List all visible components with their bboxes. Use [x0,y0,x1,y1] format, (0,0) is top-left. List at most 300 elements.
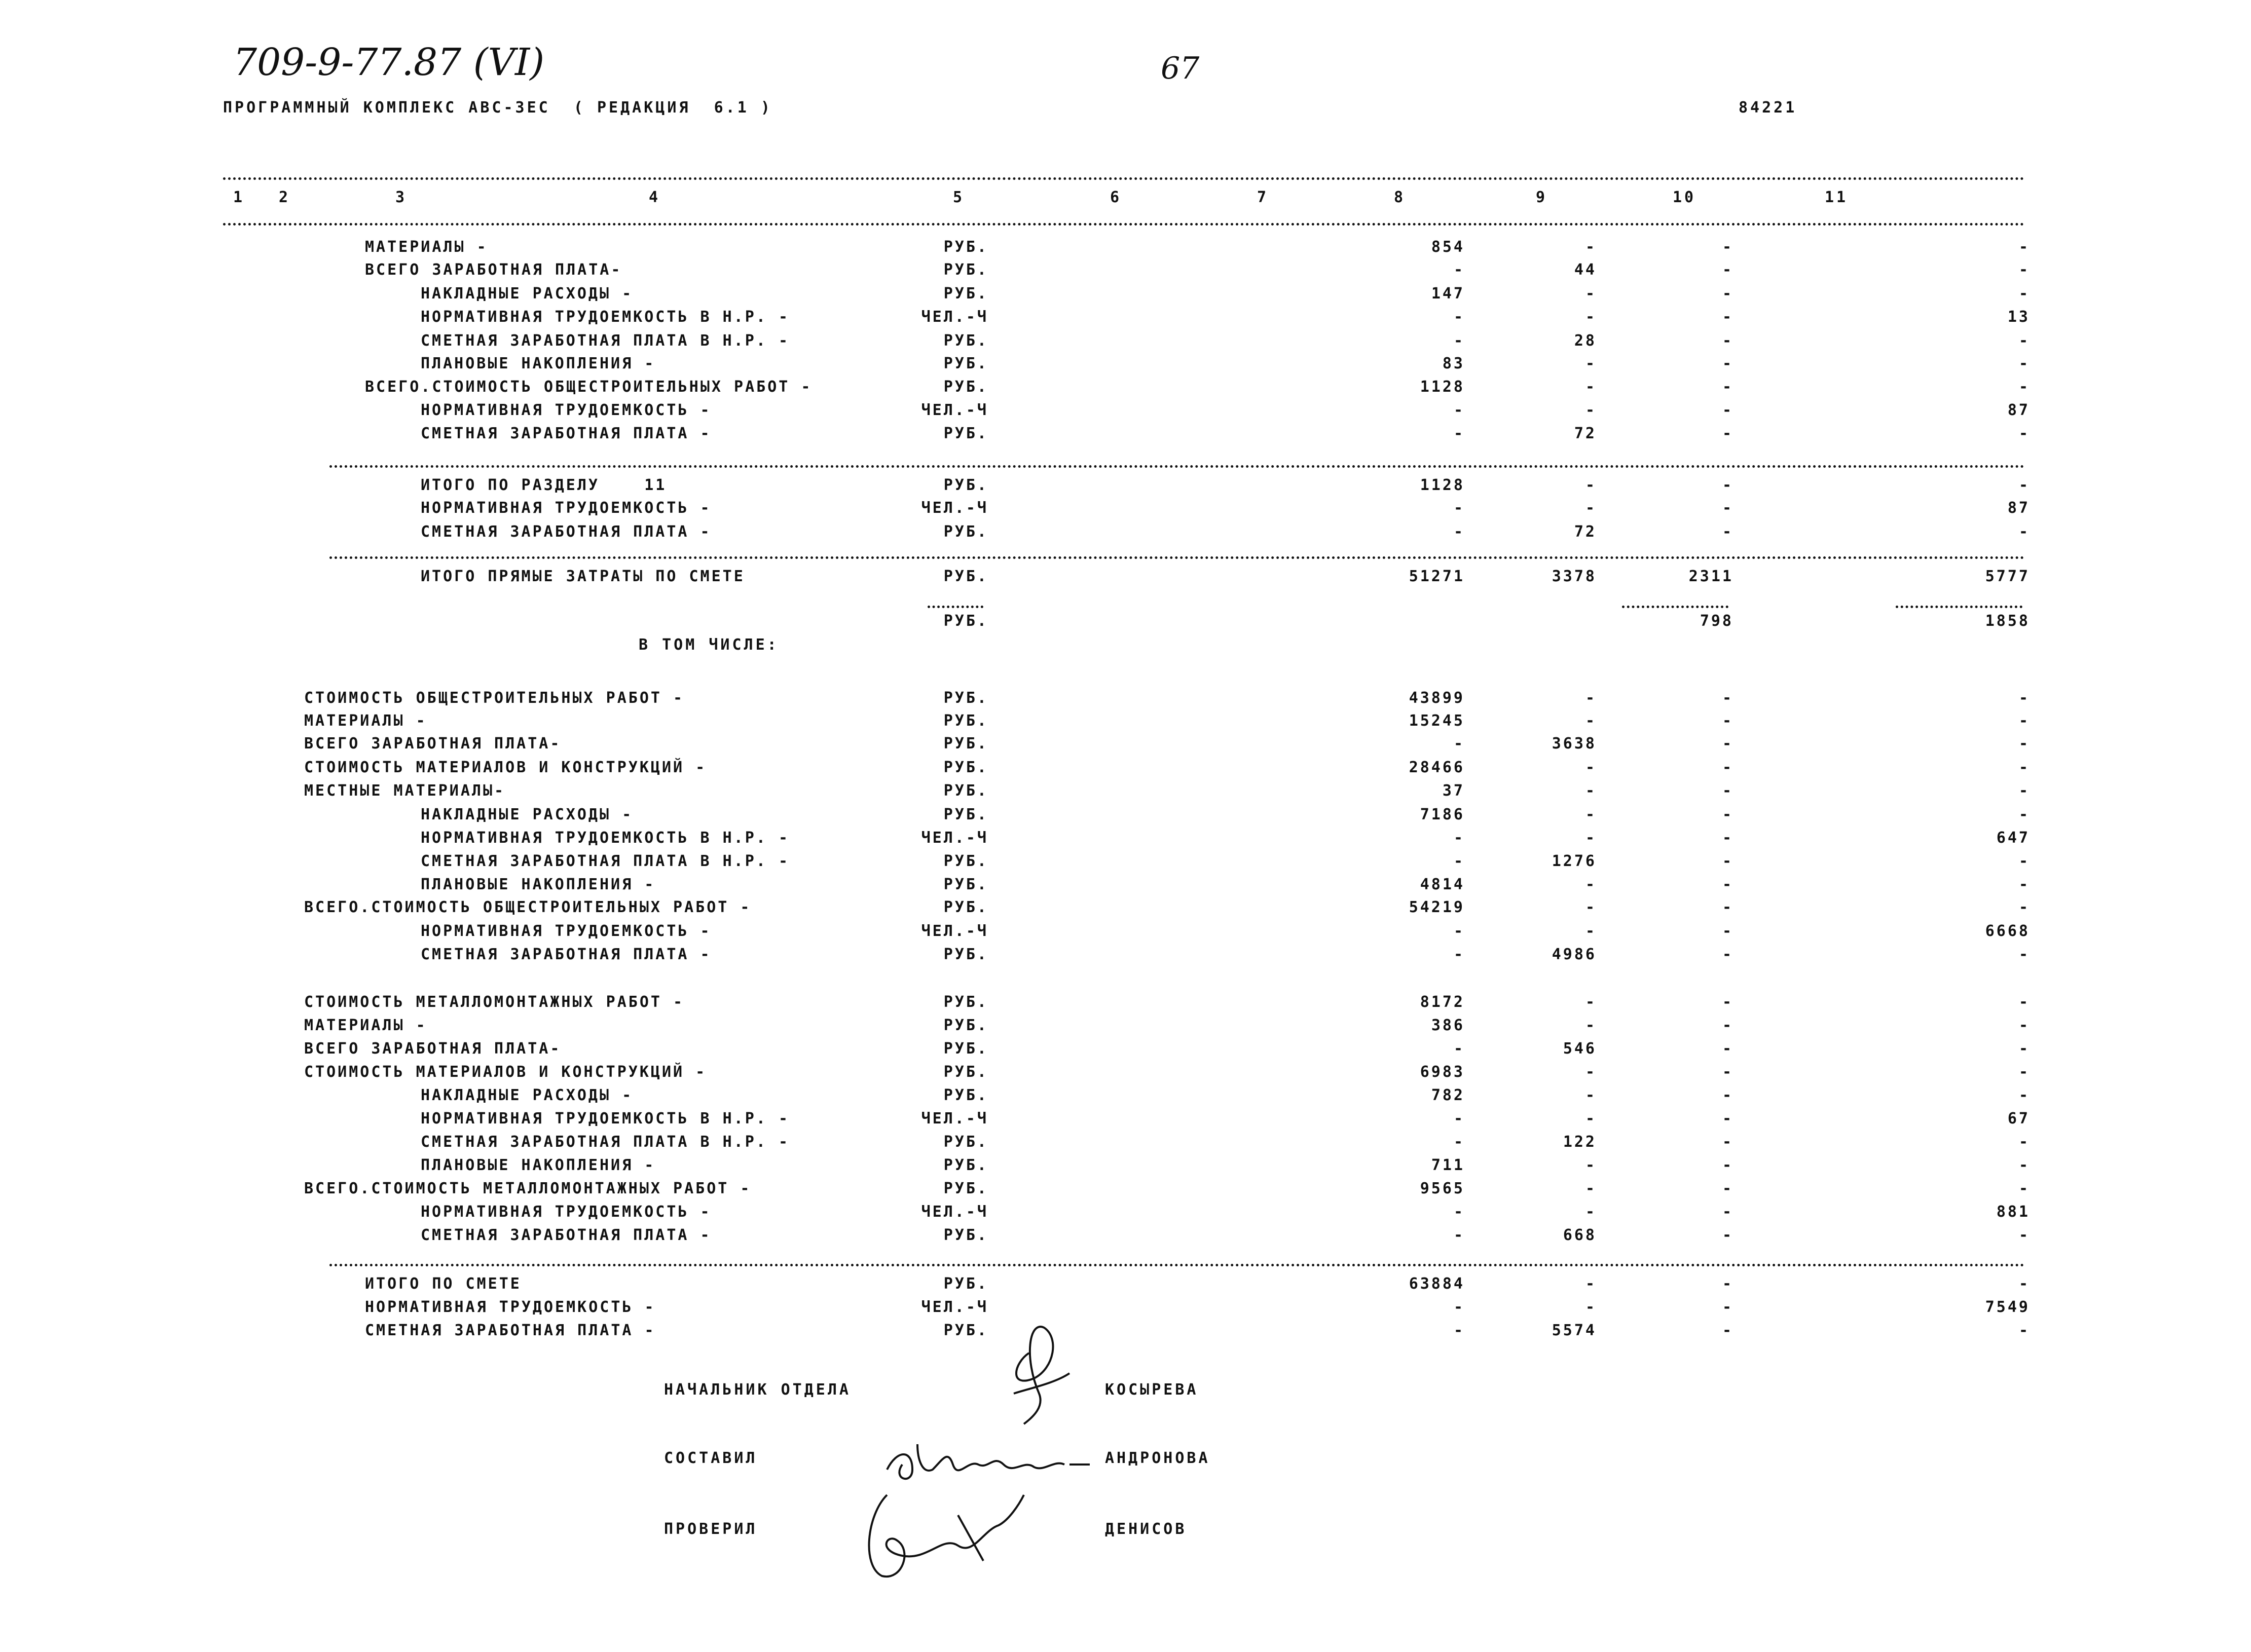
row-unit: ЧЕЛ.-Ч [921,308,988,326]
cell-col-11: 881 [1996,1203,2030,1221]
cell-col-7: 63884 [1409,1275,1465,1293]
cell-col-9: - [1722,238,1733,256]
cell-col-11: - [2018,735,2030,753]
row-unit: РУБ. [943,806,988,823]
row-unit: ЧЕЛ.-Ч [921,401,988,419]
row-unit: ЧЕЛ.-Ч [921,1203,988,1221]
row-label: НОРМАТИВНАЯ ТРУДОЕМКОСТЬ В Н.Р. - [421,308,790,326]
cell-col-11: - [2018,285,2030,303]
row-unit: РУБ. [943,1040,988,1058]
row-unit: РУБ. [943,852,988,870]
table-row [0,876,2251,899]
row-label: СМЕТНАЯ ЗАРАБОТНАЯ ПЛАТА - [421,946,712,963]
cell-col-9: - [1722,332,1733,350]
table-row [0,261,2251,284]
row-label: ПЛАНОВЫЕ НАКОПЛЕНИЯ - [421,876,656,893]
table-row [0,946,2251,969]
header-rule-top [223,177,2025,180]
table-row [0,355,2251,378]
table-row [0,401,2251,425]
table-row [0,1156,2251,1180]
cell-col-7: 37 [1442,782,1465,800]
column-number-1: 1 [233,189,245,206]
row-unit: РУБ. [943,1156,988,1174]
row-label: НОРМАТИВНАЯ ТРУДОЕМКОСТЬ - [421,922,712,940]
row-unit: РУБ. [943,238,988,256]
cell-col-9: - [1722,898,1733,916]
cell-col-9: - [1722,1086,1733,1104]
header-rule-bottom [223,223,2025,226]
page-number: 67 [1161,51,1200,86]
table-row [0,1226,2251,1250]
row-label: СМЕТНАЯ ЗАРАБОТНАЯ ПЛАТА В Н.Р. - [421,332,790,350]
column-number-9: 9 [1536,189,1548,206]
column-number-8: 8 [1394,189,1406,206]
cell-col-7: 6983 [1420,1063,1465,1081]
cell-col-8: - [1585,1063,1597,1081]
cell-col-11: - [2018,1063,2030,1081]
cell-col-9: - [1722,806,1733,823]
cell-col-8: - [1585,712,1597,730]
row-unit: РУБ. [943,425,988,442]
row-label: СТОИМОСТЬ МАТЕРИАЛОВ И КОНСТРУКЦИЙ - [304,759,707,776]
cell-col-11: - [2018,261,2030,279]
cell-col-9: - [1722,922,1733,940]
cell-col-9: - [1722,993,1733,1011]
cell-col-9: - [1722,308,1733,326]
signature-scribble-checked [857,1485,1029,1586]
cell-col-8: - [1585,476,1597,494]
table-row [0,922,2251,946]
cell-col-7: - [1453,1298,1465,1316]
cell-col-11: 647 [1996,829,2030,847]
cell-col-8: 546 [1563,1040,1597,1058]
row-label: НАКЛАДНЫЕ РАСХОДЫ - [421,1086,634,1104]
row-label: ПЛАНОВЫЕ НАКОПЛЕНИЯ - [421,355,656,372]
row-label: МАТЕРИАЛЫ - [365,238,488,256]
table-row [0,1180,2251,1203]
cell-col-9: - [1722,735,1733,753]
table-row [0,806,2251,829]
row-label: НАКЛАДНЫЕ РАСХОДЫ - [421,285,634,303]
row-label: СМЕТНАЯ ЗАРАБОТНАЯ ПЛАТА - [421,425,712,442]
cell-col-9: - [1722,1180,1733,1197]
row-label: НАКЛАДНЫЕ РАСХОДЫ - [421,806,634,823]
cell-col-9: - [1722,829,1733,847]
cell-col-9: - [1722,261,1733,279]
cell-col-9: - [1722,946,1733,963]
row-label: НОРМАТИВНАЯ ТРУДОЕМКОСТЬ - [421,1203,712,1221]
cell-col-11: - [2018,476,2030,494]
section-rule [329,465,2025,468]
table-row [0,612,2251,635]
row-label: СМЕТНАЯ ЗАРАБОТНАЯ ПЛАТА В Н.Р. - [421,852,790,870]
cell-col-8: 1276 [1552,852,1597,870]
row-unit: РУБ. [943,378,988,396]
subtotal-rule [1622,606,1728,608]
table-row [0,378,2251,401]
cell-col-11: - [2018,898,2030,916]
cell-col-11: 87 [2007,401,2030,419]
row-unit: РУБ. [943,735,988,753]
cell-col-9: - [1722,476,1733,494]
cell-col-11: - [2018,1017,2030,1034]
row-label: ВСЕГО ЗАРАБОТНАЯ ПЛАТА- [304,735,562,753]
table-row [0,735,2251,758]
cell-col-7: 1128 [1420,378,1465,396]
cell-col-11: - [2018,355,2030,372]
cell-col-8: - [1585,898,1597,916]
cell-col-7: - [1453,1203,1465,1221]
row-unit: РУБ. [943,993,988,1011]
cell-col-8: - [1585,829,1597,847]
column-number-10: 10 [1673,189,1696,206]
row-unit: РУБ. [943,523,988,541]
table-row [0,759,2251,782]
cell-col-8: 122 [1563,1133,1597,1151]
row-label: ИТОГО ПО СМЕТЕ [365,1275,522,1293]
cell-col-9: - [1722,523,1733,541]
cell-col-8: 72 [1574,425,1597,442]
section-rule [329,556,2025,559]
cell-col-11: - [2018,425,2030,442]
row-unit: ЧЕЛ.-Ч [921,1110,988,1128]
table-row [0,332,2251,355]
cell-col-7: 386 [1431,1017,1465,1034]
cell-col-11: - [2018,1156,2030,1174]
signature-name-checked: ДЕНИСОВ [1105,1520,1187,1538]
table-row [0,898,2251,922]
cell-col-8: - [1585,355,1597,372]
cell-col-8: - [1585,759,1597,776]
row-unit: РУБ. [943,1017,988,1034]
column-number-7: 7 [1257,189,1269,206]
row-label: НОРМАТИВНАЯ ТРУДОЕМКОСТЬ В Н.Р. - [421,1110,790,1128]
cell-col-11: - [2018,1275,2030,1293]
cell-col-8: 3378 [1552,568,1597,585]
column-number-4: 4 [649,189,661,206]
cell-col-11: 7549 [1985,1298,2030,1316]
row-label: СМЕТНАЯ ЗАРАБОТНАЯ ПЛАТА В Н.Р. - [421,1133,790,1151]
row-unit: РУБ. [943,876,988,893]
table-row [0,499,2251,522]
row-label: ИТОГО ПРЯМЫЕ ЗАТРАТЫ ПО СМЕТЕ [421,568,745,585]
cell-col-7: - [1453,946,1465,963]
row-unit: РУБ. [943,1063,988,1081]
cell-col-9: - [1722,1063,1733,1081]
cell-col-8: - [1585,238,1597,256]
row-unit: РУБ. [943,689,988,707]
row-label: СМЕТНАЯ ЗАРАБОТНАЯ ПЛАТА - [365,1322,656,1339]
column-number-3: 3 [395,189,408,206]
cell-col-11: - [2018,876,2030,893]
cell-col-7: - [1453,332,1465,350]
cell-col-9: - [1722,759,1733,776]
row-label: ВСЕГО.СТОИМОСТЬ ОБЩЕСТРОИТЕЛЬНЫХ РАБОТ - [365,378,813,396]
row-unit: РУБ. [943,285,988,303]
cell-col-9: - [1722,1226,1733,1244]
cell-col-8: - [1585,378,1597,396]
cell-col-8: - [1585,689,1597,707]
table-row [0,1086,2251,1110]
cell-col-9: - [1722,425,1733,442]
signature-role-head: НАЧАЛЬНИК ОТДЕЛА [664,1381,851,1399]
cell-col-8: - [1585,285,1597,303]
row-label: НОРМАТИВНАЯ ТРУДОЕМКОСТЬ - [421,401,712,419]
cell-col-8: - [1585,876,1597,893]
cell-col-8: 4986 [1552,946,1597,963]
row-label: СТОИМОСТЬ ОБЩЕСТРОИТЕЛЬНЫХ РАБОТ - [304,689,685,707]
cell-col-8: - [1585,782,1597,800]
row-unit: ЧЕЛ.-Ч [921,829,988,847]
row-unit: ЧЕЛ.-Ч [921,922,988,940]
subtotal-rule [1896,606,2022,608]
row-label: СТОИМОСТЬ МАТЕРИАЛОВ И КОНСТРУКЦИЙ - [304,1063,707,1081]
section-caption: В ТОМ ЧИСЛЕ: [639,636,779,654]
cell-col-8: - [1585,1203,1597,1221]
cell-col-8: - [1585,993,1597,1011]
row-label: ВСЕГО.СТОИМОСТЬ МЕТАЛЛОМОНТАЖНЫХ РАБОТ - [304,1180,752,1197]
cell-col-8: - [1585,1275,1597,1293]
cell-col-11: - [2018,1226,2030,1244]
cell-col-11: - [2018,1086,2030,1104]
cell-col-9: 798 [1700,612,1733,630]
signature-name-head: КОСЫРЕВА [1105,1381,1199,1399]
cell-col-11: 87 [2007,499,2030,517]
row-label: СТОИМОСТЬ МЕТАЛЛОМОНТАЖНЫХ РАБОТ - [304,993,685,1011]
cell-col-7: - [1453,735,1465,753]
row-label: МАТЕРИАЛЫ - [304,1017,427,1034]
row-unit: ЧЕЛ.-Ч [921,1298,988,1316]
cell-col-7: 7186 [1420,806,1465,823]
table-row [0,1322,2251,1345]
cell-col-8: 5574 [1552,1322,1597,1339]
cell-col-9: - [1722,401,1733,419]
table-row [0,425,2251,448]
cell-col-11: - [2018,1133,2030,1151]
cell-col-8: - [1585,1017,1597,1034]
signature-name-compiled: АНДРОНОВА [1105,1449,1210,1467]
cell-col-11: 6668 [1985,922,2030,940]
table-row [0,285,2251,308]
cell-col-8: - [1585,1180,1597,1197]
row-unit: РУБ. [943,1180,988,1197]
cell-col-11: 5777 [1985,568,2030,585]
table-row [0,689,2251,712]
cell-col-7: - [1453,922,1465,940]
cell-col-9: - [1722,1017,1733,1034]
cell-col-9: - [1722,782,1733,800]
cell-col-11: - [2018,806,2030,823]
cell-col-7: 28466 [1409,759,1465,776]
cell-col-7: - [1453,499,1465,517]
cell-col-7: 15245 [1409,712,1465,730]
cell-col-11: 67 [2007,1110,2030,1128]
cell-col-7: 147 [1431,285,1465,303]
cell-col-9: - [1722,499,1733,517]
cell-col-9: - [1722,1203,1733,1221]
row-unit: РУБ. [943,1322,988,1339]
row-unit: РУБ. [943,332,988,350]
table-row [0,308,2251,331]
cell-col-9: - [1722,1156,1733,1174]
cell-col-9: - [1722,1322,1733,1339]
table-row [0,1275,2251,1298]
row-unit: РУБ. [943,568,988,585]
cell-col-7: 782 [1431,1086,1465,1104]
table-row [0,238,2251,261]
cell-col-11: - [2018,782,2030,800]
cell-col-9: - [1722,378,1733,396]
row-unit: РУБ. [943,261,988,279]
row-label: СМЕТНАЯ ЗАРАБОТНАЯ ПЛАТА - [421,1226,712,1244]
row-unit: РУБ. [943,476,988,494]
cell-col-11: - [2018,238,2030,256]
row-unit: РУБ. [943,946,988,963]
table-row [0,476,2251,500]
table-row [0,523,2251,546]
cell-col-8: - [1585,1298,1597,1316]
row-label: МАТЕРИАЛЫ - [304,712,427,730]
cell-col-11: 1858 [1985,612,2030,630]
cell-col-7: - [1453,523,1465,541]
cell-col-7: - [1453,1226,1465,1244]
row-unit: РУБ. [943,712,988,730]
cell-col-7: 4814 [1420,876,1465,893]
row-label: ВСЕГО ЗАРАБОТНАЯ ПЛАТА- [365,261,622,279]
table-row [0,1017,2251,1040]
row-unit: РУБ. [943,612,988,630]
cell-col-7: - [1453,1110,1465,1128]
row-label: СМЕТНАЯ ЗАРАБОТНАЯ ПЛАТА - [421,523,712,541]
row-label: ПЛАНОВЫЕ НАКОПЛЕНИЯ - [421,1156,656,1174]
cell-col-7: 1128 [1420,476,1465,494]
row-unit: РУБ. [943,1086,988,1104]
table-row [0,1040,2251,1063]
cell-col-7: - [1453,1040,1465,1058]
cell-col-8: - [1585,1110,1597,1128]
cell-col-8: - [1585,308,1597,326]
cell-col-9: - [1722,712,1733,730]
row-label: ИТОГО ПО РАЗДЕЛУ 11 [421,476,667,494]
cell-col-11: - [2018,946,2030,963]
cell-col-7: - [1453,401,1465,419]
cell-col-11: - [2018,993,2030,1011]
cell-col-11: - [2018,523,2030,541]
cell-col-7: 51271 [1409,568,1465,585]
cell-col-7: 8172 [1420,993,1465,1011]
row-label: НОРМАТИВНАЯ ТРУДОЕМКОСТЬ - [421,499,712,517]
cell-col-8: - [1585,922,1597,940]
cell-col-11: - [2018,1180,2030,1197]
column-number-5: 5 [953,189,965,206]
cell-col-8: 44 [1574,261,1597,279]
column-number-11: 11 [1825,189,1849,206]
table-row [0,1133,2251,1156]
cell-col-11: - [2018,712,2030,730]
cell-col-8: - [1585,1086,1597,1104]
cell-col-7: - [1453,1133,1465,1151]
cell-col-9: - [1722,876,1733,893]
cell-col-9: - [1722,1275,1733,1293]
cell-col-11: - [2018,1322,2030,1339]
cell-col-11: - [2018,1040,2030,1058]
row-unit: РУБ. [943,898,988,916]
cell-col-8: 3638 [1552,735,1597,753]
cell-col-7: - [1453,425,1465,442]
signature-scribble-compiled [882,1429,1095,1490]
cell-col-7: 83 [1442,355,1465,372]
cell-col-7: - [1453,1322,1465,1339]
signature-scribble-head [993,1318,1085,1429]
cell-col-9: - [1722,1040,1733,1058]
cell-col-9: - [1722,1110,1733,1128]
row-label: НОРМАТИВНАЯ ТРУДОЕМКОСТЬ - [365,1298,656,1316]
cell-col-8: - [1585,401,1597,419]
cell-col-11: - [2018,689,2030,707]
cell-col-11: - [2018,332,2030,350]
cell-col-7: 54219 [1409,898,1465,916]
row-unit: ЧЕЛ.-Ч [921,499,988,517]
column-number-6: 6 [1110,189,1122,206]
cell-col-9: - [1722,689,1733,707]
row-label: МЕСТНЫЕ МАТЕРИАЛЫ- [304,782,506,800]
unit-marker-rule [928,606,983,608]
table-row [0,993,2251,1017]
signature-role-checked: ПРОВЕРИЛ [664,1520,758,1538]
cell-col-9: - [1722,1298,1733,1316]
table-row [0,852,2251,876]
cell-col-8: 28 [1574,332,1597,350]
cell-col-8: - [1585,1156,1597,1174]
cell-col-7: 43899 [1409,689,1465,707]
cell-col-9: - [1722,355,1733,372]
table-row [0,782,2251,805]
row-unit: РУБ. [943,1133,988,1151]
row-unit: РУБ. [943,1275,988,1293]
table-row [0,1203,2251,1226]
cell-col-8: 72 [1574,523,1597,541]
section-rule [329,1264,2025,1266]
cell-col-7: - [1453,829,1465,847]
cell-col-9: - [1722,852,1733,870]
document-number: 84221 [1739,99,1797,117]
row-unit: РУБ. [943,1226,988,1244]
row-unit: РУБ. [943,355,988,372]
cell-col-7: 9565 [1420,1180,1465,1197]
cell-col-11: - [2018,759,2030,776]
row-unit: РУБ. [943,759,988,776]
table-row [0,1063,2251,1086]
cell-col-7: - [1453,308,1465,326]
row-unit: РУБ. [943,782,988,800]
cell-col-7: 854 [1431,238,1465,256]
row-label: НОРМАТИВНАЯ ТРУДОЕМКОСТЬ В Н.Р. - [421,829,790,847]
row-label: ВСЕГО ЗАРАБОТНАЯ ПЛАТА- [304,1040,562,1058]
table-row [0,712,2251,735]
cell-col-7: - [1453,261,1465,279]
signature-role-compiled: СОСТАВИЛ [664,1449,758,1467]
cell-col-7: - [1453,852,1465,870]
document-code: 709-9-77.87 (VI) [233,41,545,84]
cell-col-11: - [2018,378,2030,396]
program-line: ПРОГРАММНЫЙ КОМПЛЕКС АВС-3ЕС ( РЕДАКЦИЯ 6.1 ) [223,99,772,117]
cell-col-11: - [2018,852,2030,870]
cell-col-9: - [1722,1133,1733,1151]
table-row [0,1110,2251,1133]
table-row [0,1298,2251,1322]
row-label: ВСЕГО.СТОИМОСТЬ ОБЩЕСТРОИТЕЛЬНЫХ РАБОТ - [304,898,752,916]
